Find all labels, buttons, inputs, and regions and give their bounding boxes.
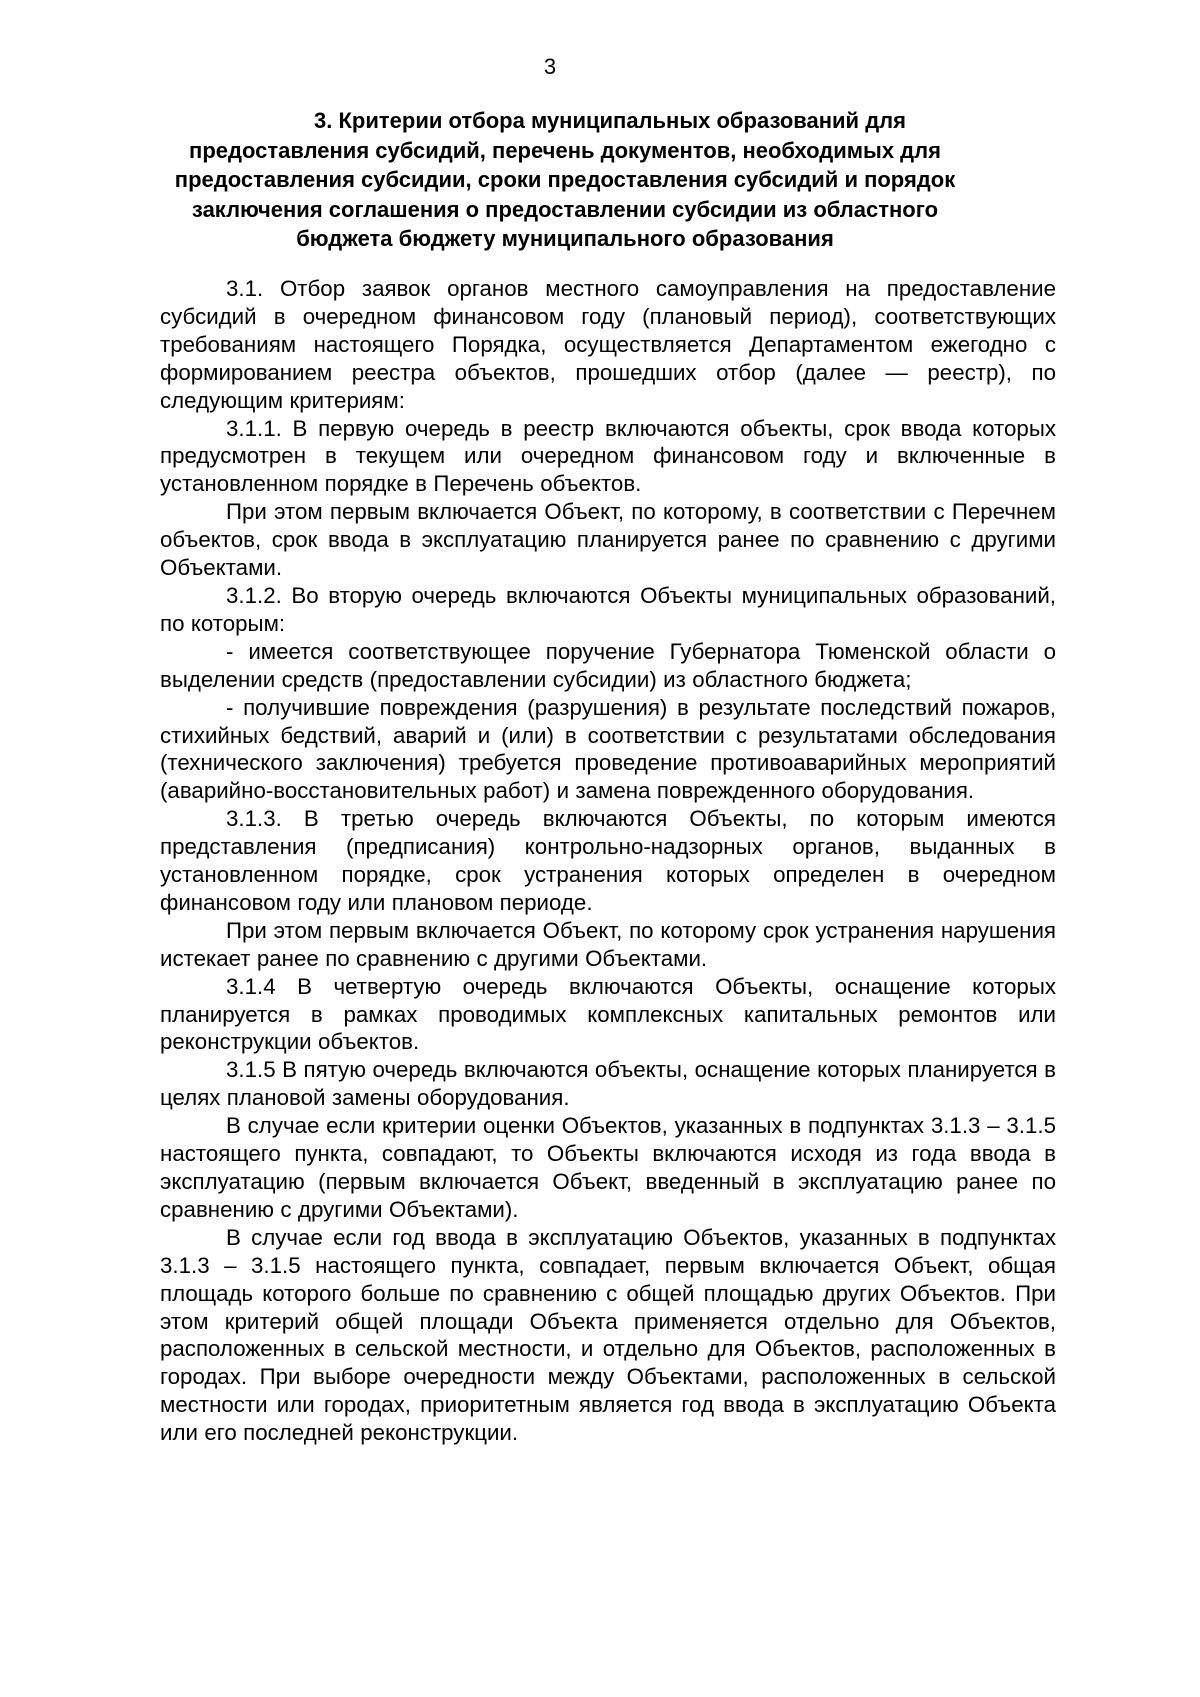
paragraph-3-1-1: 3.1.1. В первую очередь в реестр включаются объекты, срок ввода которых предусмотрен в текущем или очередном финансовом году и включенные в установленном порядке в Перечень объектов. [160,415,1056,497]
paragraph-3-1-3-note: При этом первым включается Объект, по которому срок устранения нарушения истекает ранее по сравнению с другими Объектами. [160,917,1056,971]
paragraph-3-1: 3.1. Отбор заявок органов местного самоуправления на предоставление субсидий в очередном финансовом году (плановый период), соответствующих требованиям настоящего Порядка, осуществляется Департаментом ежегодно с формированием реестра объектов, прошедших отбор (далее — реестр), по следующим критериям: [160,276,1056,413]
paragraph-tie-break-area: В случае если год ввода в эксплуатацию Объектов, указанных в подпунктах 3.1.3 – 3.1.5 настоящего пункта, совпадает, первым включается Объект, общая площадь которого больше по сравнению с общей площадью других Объектов. При этом критерий общей площади Объекта применяется отдельно для Объектов, расположенных в сельской местности, и отдельно для Объектов, расположенных в городах. При выборе очередности между Объектами, расположенных в сельской местности или городах, приоритетным является год ввода в эксплуатацию Объекта или его последней реконструкции. [160,1224,1056,1446]
paragraph-3-1-2-item-1: - имеется соответствующее поручение Губернатора Тюменской области о выделении средств (предоставлении субсидии) из областного бюджета; [160,638,1056,692]
paragraph-3-1-2: 3.1.2. Во вторую очередь включаются Объекты муниципальных образований, по которым: [160,582,1056,636]
page-number: 3 [543,54,557,79]
paragraph-3-1-3: 3.1.3. В третью очередь включаются Объекты, по которым имеются представления (предписания) контрольно-надзорных органов, выданных в установленном порядке, срок устранения которых определен в очередном финансовом году или плановом периоде. [160,806,1056,915]
section-title: 3. Критерии отбора муниципальных образований для предоставления субсидий, перечень документов, необходимых для предоставления субсидии, сроки предоставления субсидий и порядок заключения соглашения о предоставлении субсидии из областного бюджета бюджету муниципального образования [174,108,956,251]
paragraph-3-1-1-note: При этом первым включается Объект, по которому, в соответствии с Перечнем объектов, срок ввода в эксплуатацию планируется ранее по сравнению с другими Объектами. [160,499,1056,581]
paragraph-3-1-2-item-2: - получившие повреждения (разрушения) в результате последствий пожаров, стихийных бедствий, аварий и (или) в соответствии с результатами обследования (технического заключения) требуется проведение противоаварийных мероприятий (аварийно-восстановительных работ) и замена поврежденного оборудования. [160,694,1056,804]
paragraph-tie-break-year: В случае если критерии оценки Объектов, указанных в подпунктах 3.1.3 – 3.1.5 настоящего пункта, совпадают, то Объекты включаются исходя из года ввода в эксплуатацию (первым включается Объект, введенный в эксплуатацию ранее по сравнению с другими Объектами). [160,1113,1056,1222]
document-body [160,275,1056,1447]
paragraph-3-1-5: 3.1.5 В пятую очередь включаются объекты, оснащение которых планируется в целях плановой замены оборудования. [160,1057,1056,1111]
paragraph-3-1-4: 3.1.4 В четвертую очередь включаются Объекты, оснащение которых планируется в рамках проводимых комплексных капитальных ремонтов или реконструкции объектов. [160,973,1056,1055]
